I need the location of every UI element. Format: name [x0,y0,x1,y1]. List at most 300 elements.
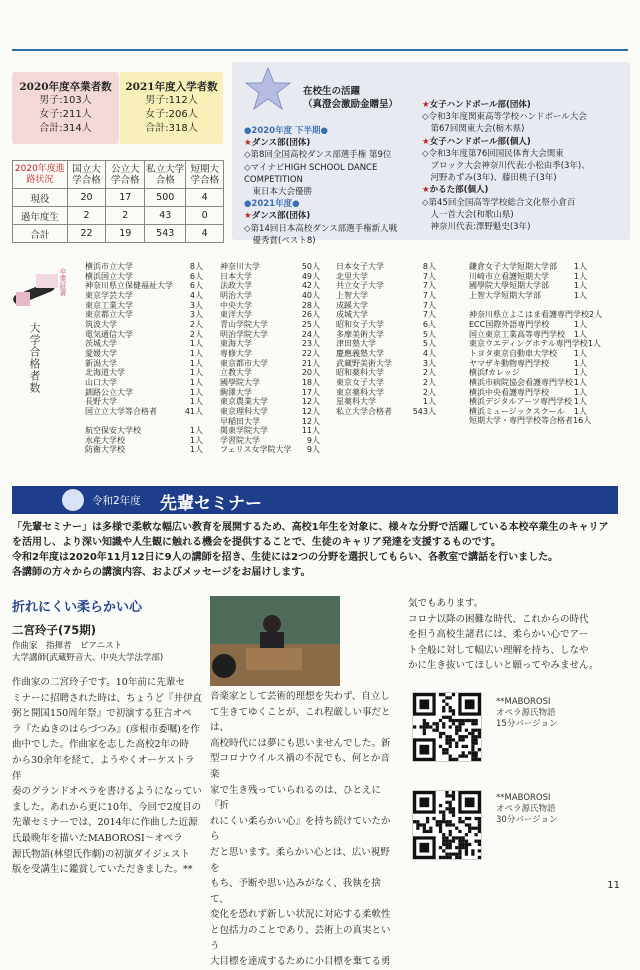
text-line: て生きてゆくことが、これ程厳しい事だとは、 [210,706,391,734]
activity-line: 第67回関東大会(栃木県) [422,124,525,135]
university-column-2 [220,262,320,455]
university-count: 1人 [587,339,601,349]
university-count: 3人 [422,358,436,368]
university-name: 日本大学 [220,271,252,281]
university-name: 国立立大学等合格者 [85,406,157,416]
university-row [469,310,603,320]
university-name: 成蹊大学 [336,300,368,310]
text-line: と包括力のことであり、芸術上の真実という [210,924,391,952]
university-name: 日本女子大学 [336,262,384,271]
qr-caption-30min [496,793,557,826]
university-row [469,368,587,378]
intro-line: 令和2年度は2020年11月12日に9人の講師を招き、生徒には2つの分野を選択してもらい、各教室で講話を行いました。 [12,552,559,563]
activity-title-sub: （真澄会激励金贈呈） [303,99,399,110]
qr-code-30min[interactable] [412,790,482,860]
university-count: 2人 [189,329,203,339]
university-name: ヤマザキ動物専門学校 [469,358,549,368]
university-row [336,407,436,417]
university-count: 4人 [189,290,203,300]
lecture-photo [210,596,340,686]
lecture-text-column-1 [12,675,202,878]
text-line: もち、予断や思い込みがなく、我執を捨て、 [210,878,381,905]
university-row [469,281,587,291]
activity-line: ★女子ハンドボール部(個人) [422,136,531,147]
university-name: 東京理科大学 [220,406,268,416]
university-name: ECC国際外語専門学校 [469,319,550,329]
university-name: 東京農業大学 [220,397,268,407]
university-name: 短期大学・専門学校等合格者 [469,416,573,426]
university-name: 山口大学 [85,377,117,387]
intro-line: 各講師の方々からの講演内容、およびメッセージをお届けします。 [12,567,311,578]
activity-line: 人一首大会(和歌山県) [422,209,514,220]
university-name: 多摩美術大学 [336,329,384,339]
col-header: 短期大学合格 [186,161,224,189]
university-row [220,349,320,359]
university-count: 543人 [412,406,436,416]
university-row [469,359,587,369]
university-row [469,262,587,272]
university-count: 2人 [422,377,436,387]
university-count: 17人 [301,387,320,397]
university-row [220,407,320,417]
table-row [13,225,224,243]
activity-line: ブロック大会神奈川代表:小松由季(3年)、 [422,161,590,172]
university-name: 横浜国立大学 [85,271,133,281]
university-count: 1人 [189,368,203,378]
activity-line: ★女子ハンドボール部(団体) [422,100,531,110]
university-name: 東京女子大学 [336,377,384,387]
lecture-text-column-2 [210,689,398,970]
university-name: 上智大学短期大学部 [469,290,541,300]
entrants-2021-box [120,72,223,144]
university-count: 1人 [573,319,587,329]
admission-results-table [12,160,224,243]
university-name: 東京都市大学 [220,358,268,368]
cell: 19 [106,225,145,243]
university-count: 1人 [189,445,203,455]
row-label: 過年度生 [13,207,68,225]
cell: 22 [67,225,106,243]
university-count: 16人 [573,416,592,426]
university-count: 41人 [184,406,203,416]
activity-line: ◇第8回全国高校ダンス部選手権 第9位 [244,150,392,161]
banner-circle [62,489,84,511]
university-name: 法政大学 [220,281,252,291]
university-name: 神奈川大学 [220,262,260,271]
university-name: 東洋大学 [220,310,252,320]
university-row [336,378,436,388]
university-count: 28人 [301,300,320,310]
text-line: 曲中でした。作曲家を志した高校2年の時 [12,739,190,751]
university-count: 9人 [306,435,320,445]
activity-title [303,85,398,111]
cell: 4 [186,189,224,207]
university-name: 昭和女子大学 [336,319,384,329]
activity-line: ★ダンス部(団体) [244,138,311,149]
university-name: 横浜ミュージックスクール [469,406,565,416]
graduates-total: 合計:314人 [39,123,92,134]
qr-code-15min[interactable] [412,692,482,762]
university-row [85,388,203,398]
university-name: 東海大学 [220,339,252,349]
university-count: 22人 [301,348,320,358]
cell: 2 [67,207,106,225]
speaker-info [12,640,163,664]
university-name: 東京工業大学 [85,300,133,310]
university-row [85,339,203,349]
university-count: 11人 [301,426,320,436]
university-count: 1人 [189,397,203,407]
university-row [220,368,320,378]
university-name: 学習院大学 [220,435,260,445]
university-row [336,368,436,378]
university-row [336,281,436,291]
text-line: 高校時代には夢にも思いませんでした。新 [210,737,391,749]
university-row [85,301,203,311]
university-row [336,272,436,282]
entrants-female: 女子:206人 [145,109,198,120]
university-row [220,310,320,320]
intro-line: を活用し、より深い知識や人生観に触れる機会を提供することで、生徒のキャリア発達を支援するものです。 [12,537,501,548]
university-row [85,368,203,378]
university-row [469,378,587,388]
text-line: コロナ以降の困難な時代、これからの時代 [408,613,589,625]
university-row [85,426,203,436]
university-row [469,291,587,301]
row-label: 合計 [13,225,68,243]
activity-line: ◇第45回全国高等学校総合文化祭小倉百 [422,197,576,208]
text-line: かに生き抜いてほしいと願ってやみません。 [408,660,599,672]
university-row [220,339,320,349]
university-count: 1人 [573,281,587,291]
section-title: 折れにくい柔らかい心 [12,600,143,615]
university-count: 1人 [573,368,587,378]
university-name: 横浜デジタルアーツ専門学校 [469,397,572,407]
university-count: 1人 [189,387,203,397]
university-name: 國學院大學短期大学部 [469,281,549,291]
university-name: 私立大学合格者 [336,406,392,416]
qr-caption-line: 30分バージョン [496,815,558,825]
university-count: 1人 [189,348,203,358]
university-row [336,262,436,272]
page-number: 11 [607,880,620,891]
qr-caption-line: 15分バージョン [496,719,558,729]
university-count: 7人 [422,290,436,300]
university-name: 東京薬科大学 [336,387,384,397]
university-row [336,397,436,407]
university-count: 6人 [422,319,436,329]
university-row [220,262,320,272]
activity-right-column [422,99,627,233]
university-name: 新潟大学 [85,358,117,368]
university-count: 18人 [301,377,320,387]
cell: 500 [145,189,186,207]
star-icon [244,66,292,112]
university-name: トヨタ東京自動車大学校 [469,348,557,358]
table-row [13,189,224,207]
university-row [220,320,320,330]
text-line: 音楽家として芸術的理想を失わず、自立し [210,691,390,702]
university-count: 1人 [422,397,436,407]
university-count: 5人 [422,339,436,349]
university-count: 1人 [573,329,587,339]
university-name: 國學院大学 [220,377,260,387]
spacer-row [85,417,203,427]
university-name: 星薬科大学 [336,397,376,407]
activity-line: 優秀賞(ベスト8) [244,235,316,246]
text-line: ラ『たぬきのはらづつみ』(彦根市委嘱)を作 [12,723,200,735]
university-name: 横浜市立大学 [85,262,133,271]
university-count: 21人 [301,358,320,368]
university-row [220,301,320,311]
activity-line: ●2020年度 下半期● [244,126,328,136]
university-row [336,310,436,320]
university-count: 5人 [422,329,436,339]
university-row [336,301,436,311]
university-name: 明治大学 [220,290,252,300]
qr-caption-line: **MABOROSI [496,793,551,803]
university-name: 釧路公立大学 [85,387,133,397]
university-row [85,291,203,301]
university-column-1 [85,262,203,455]
university-row [469,397,587,407]
university-count: 1人 [573,387,587,397]
qr-caption-line: オペラ源氏物語 [496,708,556,718]
spacer-row [469,301,587,311]
university-row [469,388,587,398]
university-count: 24人 [301,329,320,339]
lecture-text-column-3 [408,596,618,674]
university-name: 共立女子大学 [336,281,384,291]
university-row [469,349,587,359]
university-row [85,407,203,417]
university-name: 茨城大学 [85,339,117,349]
university-column-4 [469,262,603,426]
university-count: 1人 [189,339,203,349]
graduates-2020-box [12,72,119,144]
entrants-title: 2021年度入学者数 [125,81,218,93]
text-line: 作曲家の二宮玲子です。10年前に先輩セ [12,677,185,688]
university-row [220,330,320,340]
university-name: 東京ウエディングホテル専門学校 [469,339,588,349]
text-line: 型コロナウイルス禍の不況でも、何とか音楽 [210,753,390,780]
university-row [220,426,320,436]
university-count: 23人 [301,339,320,349]
text-line: 氏最晩年を描いたMABOROSI〜オペラ [12,832,183,844]
col-header: 国立大学合格 [67,161,106,189]
university-name: 武蔵野美術大学 [336,358,392,368]
activity-line: 河野あずみ(3年)、藤田桃子(3年) [422,173,557,184]
qr-caption-15min [496,697,557,730]
university-name: 専修大学 [220,348,252,358]
graduates-female: 女子:211人 [39,109,92,120]
seminar-banner [12,486,618,514]
university-count: 1人 [573,262,587,271]
university-count: 12人 [301,397,320,407]
university-name: 北海道大学 [85,368,125,378]
activity-line: ★かるた部(個人) [422,185,489,196]
university-count: 42人 [301,281,320,291]
university-count: 12人 [301,416,320,426]
university-count: 1人 [189,426,203,436]
university-name: 青山学院大学 [220,319,268,329]
university-row [336,339,436,349]
university-count: 1人 [189,435,203,445]
graduates-title: 2020年度卒業者数 [19,81,112,93]
university-row [85,378,203,388]
university-row [85,262,203,272]
activity-line: ◇令和3年度第76回国民体育大会関東 [422,148,564,159]
qr-caption-line: **MABOROSI [496,697,551,707]
entrants-total: 合計:318人 [145,123,198,134]
university-row [336,320,436,330]
intro-line: 「先輩セミナー」は多様で柔軟な幅広い教育を展開するため、高校1年生を対象に、様々な分野で活躍している本校卒業生のキャリア [12,522,609,533]
university-count: 12人 [301,406,320,416]
university-count: 7人 [422,310,436,320]
speaker-affiliation: 大学講師(武蔵野音大、中央大学法学部) [12,653,164,663]
university-row [220,281,320,291]
university-row [220,397,320,407]
row-label: 現役 [13,189,68,207]
university-row [469,416,592,426]
university-row [85,436,203,446]
university-count: 50人 [301,262,320,271]
university-name: 航空保安大学校 [85,426,141,436]
university-count: 1人 [573,358,587,368]
university-row [85,281,203,291]
university-count: 40人 [301,290,320,300]
universities-label: 大学合格者数 [28,322,41,394]
diploma-stamp-text: 卒業証書 [59,268,67,296]
cell: 2 [106,207,145,225]
university-count: 6人 [189,281,203,291]
university-name: 慶應義塾大学 [336,348,384,358]
university-count: 4人 [422,348,436,358]
graduates-male: 男子:103人 [39,95,92,106]
university-count: 3人 [189,300,203,310]
text-line: ト全般に対して幅広い理解を持ち、しなや [408,644,589,656]
activity-line: ●2021年度● [244,199,300,210]
table-row [13,207,224,225]
university-count: 8人 [422,262,436,271]
text-line: 版を受講生に鑑賞していただきました。** [12,864,193,876]
university-name: 上智大学 [336,290,368,300]
university-row [85,320,203,330]
university-name: 横浜中央看護専門学校 [469,387,549,397]
university-name: 成城大学 [336,310,368,320]
university-name: 東京都立大学 [85,310,133,320]
text-line: 気でもあります。 [408,598,484,609]
university-name: 防衛大学校 [85,445,125,455]
activity-title-main: 在校生の活躍 [303,86,361,97]
university-name: 水産大学校 [85,435,125,445]
text-line: 先輩セミナーでは、2014年に作曲した近源 [12,817,198,829]
text-line: 家で生き残っていられるのは、ひとえに『折 [210,784,382,812]
university-row [220,359,320,369]
university-row [336,330,436,340]
university-name: 神奈川県立よこはま看護専門学校 [469,310,589,320]
university-row [220,388,320,398]
university-row [220,378,320,388]
university-count: 1人 [573,271,587,281]
university-row [336,388,436,398]
university-count: 7人 [422,281,436,291]
university-row [469,272,587,282]
university-count: 2人 [422,368,436,378]
col-header: 公立大学合格 [106,161,145,189]
university-count: 6人 [189,271,203,281]
university-name: 駒澤大学 [220,387,252,397]
university-count: 25人 [301,319,320,329]
university-count: 2人 [189,319,203,329]
activity-left-column [244,125,424,247]
university-count: 1人 [573,377,587,387]
seminar-title: 先輩セミナー [160,494,262,514]
university-row [220,272,320,282]
university-name: 昭和薬科大学 [336,368,384,378]
seminar-intro [12,520,620,580]
university-count: 49人 [301,271,320,281]
text-line: 弼と開国150周年祭』で初演する狂言オペ [12,708,192,720]
university-row [85,349,203,359]
activity-line: 東日本大会優勝 [244,187,313,198]
university-name: 電気通信大学 [85,329,133,339]
university-count: 3人 [189,310,203,320]
university-count: 26人 [301,310,320,320]
activity-line: ★ダンス部(団体) [244,211,311,222]
text-line: から30余年を経て、ようやくオーケストラ伴 [12,754,195,782]
cell: 17 [106,189,145,207]
university-name: 横浜市病院協会看護専門学校 [469,377,573,387]
university-name: 東京学芸大学 [85,290,133,300]
university-row [85,310,203,320]
speaker-name: 二宮玲子(75期) [12,623,97,637]
activity-line: ◇マイナビHIGH SCHOOL DANCE COMPETITION [244,162,378,185]
university-name: フェリス女学院大学 [220,445,292,455]
university-row [469,339,601,349]
university-count: 1人 [573,290,587,300]
cell: 4 [186,225,224,243]
university-count: 1人 [189,377,203,387]
university-count: 1人 [573,397,587,407]
text-line: れにくい柔らかい心』を持ち続けていたから [210,815,391,843]
university-count: 20人 [301,368,320,378]
status-header: 2020年度進路状況 [13,161,68,189]
entrants-male: 男子:112人 [145,95,198,106]
university-name: 立教大学 [220,368,252,378]
university-row [220,291,320,301]
university-name: 愛媛大学 [85,348,117,358]
activity-line: ◇令和3年度関東高等学校ハンドボール大会 [422,112,587,123]
university-name: 関東学院大学 [220,426,268,436]
university-row [85,359,203,369]
text-line: 奏のグランドオペラを書けるようになってい [12,786,202,798]
text-line: 変化を恐れず新しい状況に対応する柔軟性 [210,909,391,921]
speaker-role: 作曲家 指揮者 ピアニスト [12,641,123,651]
university-row [336,349,436,359]
university-row [336,359,436,369]
activity-line: 神奈川代表:澤野魁史(3年) [422,222,531,233]
university-name: 北里大学 [336,271,368,281]
text-line: ミナーに招聘された時は、ちょうど『井伊直 [12,692,203,704]
col-header: 私立大学合格 [145,161,186,189]
university-row [85,397,203,407]
university-name: 川崎市立看護短期大学 [469,271,549,281]
university-count: 7人 [422,300,436,310]
university-row [469,330,587,340]
university-count: 2人 [422,387,436,397]
university-row [85,330,203,340]
